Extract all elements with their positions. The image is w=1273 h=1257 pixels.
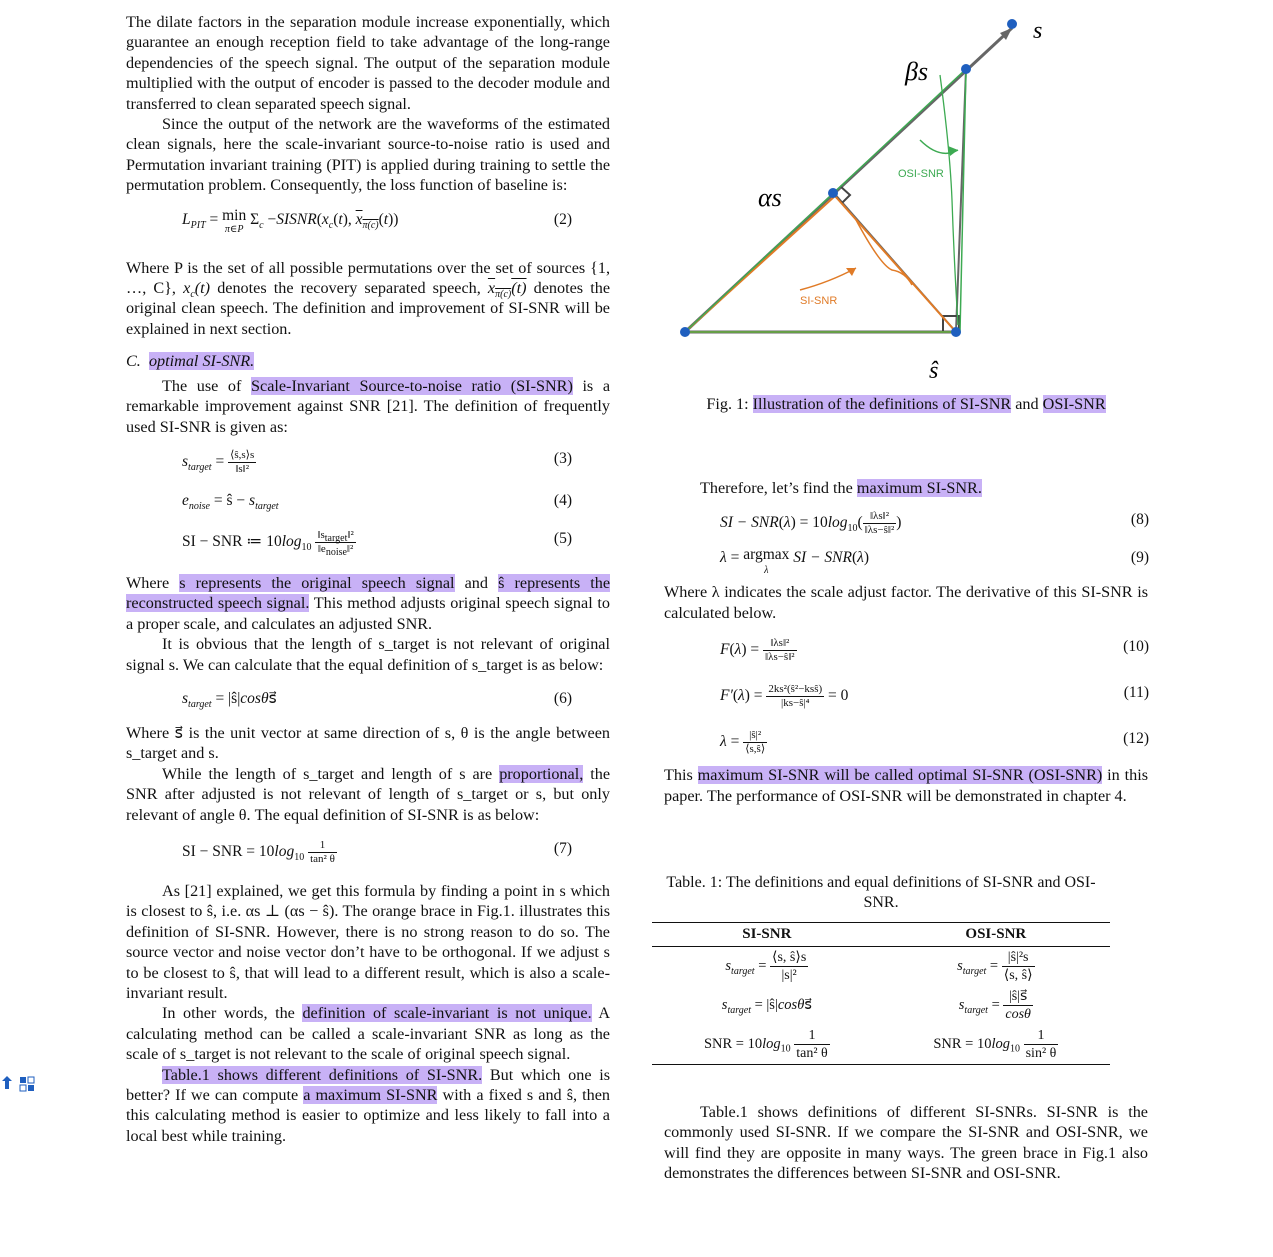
paragraph: It is obvious that the length of s_target is not relevant of original signal s. We can calculate that the equal definition of s_target is as below: (126, 635, 610, 674)
grid-icon[interactable] (20, 1077, 26, 1083)
equation-6: $s_{target}$ = |ŝ|cosθs⃗ (6) (182, 689, 572, 711)
label-si-snr: SI-SNR (800, 295, 838, 307)
right-column-bottom (664, 1102, 1148, 1184)
label-beta-s: βs (905, 57, 929, 86)
origin-point (680, 327, 690, 337)
paragraph: Since the output of the network are the waveforms of the estimated clean signals, here the scale-invariant source-to-noise ratio is used and Permutation invariant training (PIT) is applied during training to settle the permutation problem. Consequently, the loss function of baseline is: (126, 115, 610, 195)
equation-3: $s_{target}$ = $\frac{⟨ŝ,s⟩s}{\text{‖s‖²}}$ (3) (182, 448, 572, 475)
si-snr-triangle (685, 196, 956, 332)
grid-cell (20, 1085, 26, 1091)
paragraph: Table.1 shows different definitions of SI-SNR. But which one is better? If we can compute a maximum SI-SNR with a fixed s and ŝ, then this calculating method is easier to optimize and less likely to fall into a local best while training. (126, 1065, 611, 1145)
label-s-hat: ŝ (929, 358, 939, 384)
grid-cell (28, 1085, 34, 1091)
equation-9: λ = argmax λ SI − SNR(λ) (9) (720, 546, 1149, 577)
table-caption: Table. 1: The definitions and equal definitions of SI-SNR and OSI-SNR. (666, 874, 1096, 912)
figure-1-diagram (660, 0, 1220, 390)
table-row: SNR = $10\log_{10}$ $\frac{1}{\text{tan² θ}}$ SNR = $10\log_{10}$ $\frac{1}{\text{sin² θ}}$ (652, 1025, 1110, 1065)
paragraph: This maximum SI-SNR will be called optimal SI-SNR (OSI-SNR) in this paper. The performance of OSI-SNR will be demonstrated in chapter 4. (664, 766, 1148, 805)
table-row: $s_{target}$ = $\frac{⟨s, ŝ⟩s}{\text{|s|²}}$ $s_{target}$ = $\frac{\text{|ŝ|²s}}{⟨s, ŝ⟩}$ (725, 949, 1033, 983)
equation-7: SI − SNR = $10\log_{10}$ $\frac{1}{\text{tan² θ}}$ (7) (182, 838, 572, 865)
equation-11: F′(λ) = $\frac{\text{2ks²(ŝ²−ksŝ)}}{\text{|ks−ŝ|⁴}}$ = 0 (11) (720, 683, 1149, 710)
section-heading: C. optimal SI-SNR. (126, 352, 255, 371)
equation-10: F(λ) = $\frac{\text{‖λs‖²}}{\text{‖λs−ŝ‖²}}$ (10) (720, 637, 1149, 664)
paragraph: Table.1 shows definitions of different SI-SNRs. SI-SNR is the commonly used SI-SNR. If we compare the SI-SNR and OSI-SNR, we will find they are opposite in many ways. The green brace in Fig.1 also demonstrates the differences between SI-SNR and OSI-SNR. (664, 1103, 1148, 1183)
paragraph: Therefore, let’s find the maximum SI-SNR. (700, 479, 982, 497)
paragraph: In other words, the definition of scale-invariant is not unique. A calculating method can be called a scale-invariant SNR as long as the scale of s_target is not relevant to the scale of original speech signal. (126, 1004, 611, 1064)
right-column (664, 478, 1148, 806)
osi-snr-triangle (685, 69, 966, 332)
label-s: s (1033, 18, 1043, 44)
definitions-table (652, 922, 1110, 1065)
grid-cell (28, 1077, 34, 1083)
up-arrow-icon[interactable] (2, 1076, 12, 1089)
label-osi-snr: OSI-SNR (898, 168, 944, 180)
table-row: $s_{target}$ = |ŝ|cosθs⃗ $s_{target}$ = $\frac{|ŝ|s⃗}{\cos\theta}$ (721, 988, 1031, 1022)
table-header: SI-SNR (652, 922, 882, 946)
paragraph: The use of Scale-Invariant Source-to-noise ratio (SI-SNR) is a remarkable improvement against SNR [21]. The definition of frequently used SI-SNR is given as: (126, 376, 611, 436)
figure-caption: Fig. 1: Illustration of the definitions of SI-SNR and OSI-SNR (706, 395, 1106, 413)
green-brace (940, 75, 958, 325)
table-header: OSI-SNR (882, 922, 1110, 946)
side-toolbar[interactable] (0, 1075, 40, 1093)
equation-4: $e_{noise}$ = ŝ − $s_{target}$ (4) (182, 491, 572, 512)
equation-2: $L_{PIT} = \min$ π∈P $\Sigma_c$ $-SISNR(x_c(t)$, $x_{\pi(c)}(t)$) (2) (182, 206, 572, 235)
table-1 (652, 873, 1110, 1065)
equation-8: SI − $SNR(\lambda) = 10\log_{10}$( $\frac{\text{‖λs‖²}}{\text{‖λs−ŝ‖²}}$ ) (8) (720, 510, 1149, 537)
equation-12: λ = $\frac{\text{|ŝ|²}}{⟨s,ŝ⟩}$ (12) (720, 729, 1149, 756)
alpha-s-point (828, 188, 838, 198)
paragraph: While the length of s_target and length of s are proportional, the SNR after adjusted is not relevant of length of s_target or s, but only relevant of angle θ. The equal definition of SI-SNR is as below: (126, 764, 611, 824)
paragraph: Where s represents the original speech signal and ŝ represents the reconstructed speech signal. This method adjusts original speech signal to a proper scale, and calculates an adjusted SNR. (126, 573, 611, 633)
si-snr-arrow (800, 268, 856, 290)
equation-5: SI − SNR ≔ $10\log_{10}$ $\frac{‖s_{target}‖^2}{‖e_{noise}‖^2}$ (5) (182, 528, 572, 559)
left-column (126, 12, 610, 1146)
paragraph: Where P is the set of all possible permutations over the set of sources {1, …, C}, $x_c(t)$ denotes the recovery separated speech, $x_{\pi(c)}(t)$ denotes the original clean speech. The definition and improvement of SI-SNR will be explained in next section. (126, 258, 611, 338)
paragraph: Where s⃗ is the unit vector at same direction of s, θ is the angle between s_target and s. (126, 723, 610, 763)
beta-s-point (961, 64, 971, 74)
label-alpha-s: αs (758, 183, 782, 212)
paragraph: Where λ indicates the scale adjust factor. The derivative of this SI-SNR is calculated below. (664, 583, 1148, 622)
paragraph: The dilate factors in the separation module increase exponentially, which guarantee an enough reception field to take advantage of the long-range dependencies of the speech signal. The output of the separation module multiplied with the output of encoder is passed to the decoder module and transferred to clean separated speech signal. (126, 13, 610, 113)
s-hat-point (951, 327, 961, 337)
paragraph: As [21] explained, we get this formula by finding a point in s which is closest to ŝ, i.e. αs ⊥ (αs − ŝ). The orange brace in Fig.1. illustrates this definition of SI-SNR. However, there is no strong reason to do so. The source vector and noise vector don’t have to be orthogonal. If we adjust s to be closest to ŝ, that will lead to a different result, which is also a scale-invariant result. (126, 881, 610, 1002)
s-point (1007, 19, 1017, 29)
